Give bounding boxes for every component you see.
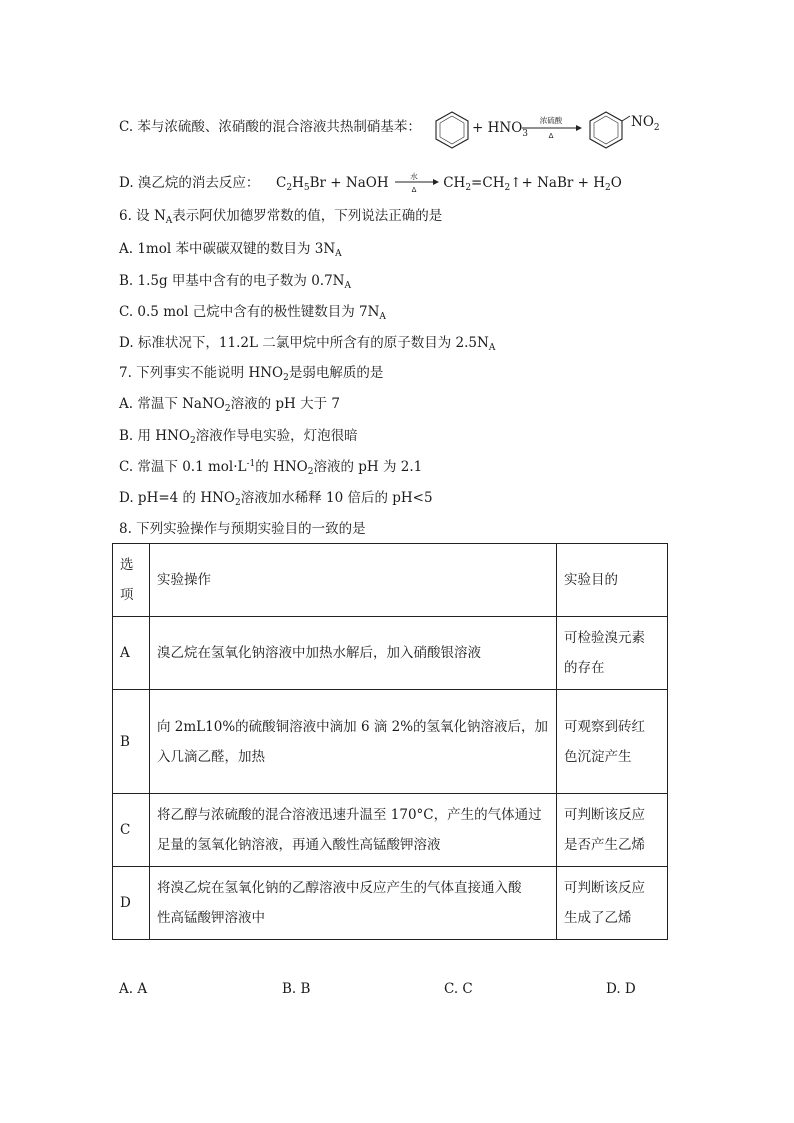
row-option: A xyxy=(113,617,150,690)
row-purpose: 可判断该反应 是否产生乙烯 xyxy=(557,794,668,867)
d-eq-right: $CH_2=CH_2↑+$ NaBr + $H_2O$ xyxy=(443,175,622,193)
row-operation: 向 2mL10%的硫酸铜溶液中滴加 6 滴 2%的氢氧化钠溶液后，加 入几滴乙醛，加热 xyxy=(150,690,557,794)
row-operation: 将乙醇与浓硫酸的混合溶液迅速升温至 170°C，产生的气体通过 足量的氢氧化钠溶液，再通入酸性高锰酸钾溶液 xyxy=(150,794,557,867)
d-eq-left: $C_2H_5Br$ + NaOH xyxy=(276,175,389,193)
experiment-table xyxy=(112,543,668,940)
q7-option-d: D. pH=4 的 $HNO_2$溶液加水稀释 10 倍后的 pH<5 xyxy=(119,490,433,508)
q6-option-c: C. 0.5 mol 己烷中含有的极性键数目为 $7N_A$ xyxy=(119,304,386,322)
row-option: C xyxy=(113,794,150,867)
q5-option-c xyxy=(119,118,421,136)
condition-bottom: Δ xyxy=(548,132,554,140)
elimination-arrow xyxy=(393,171,439,193)
table-header-row xyxy=(113,544,668,617)
q6-option-b: B. 1.5g 甲基中含有的电子数为 $0.7N_A$ xyxy=(119,273,351,291)
q7-option-c: C. 常温下 0.1 $mol\cdot L^{-1}$的 $HNO_2$溶液的 pH 为 2.1 xyxy=(119,459,423,477)
q8-stem: 8. 下列实验操作与预期实验目的一致的是 xyxy=(119,521,366,537)
header-operation: 实验操作 xyxy=(150,544,557,617)
answer-choice-a: A. A xyxy=(119,981,148,997)
table-row xyxy=(113,617,668,690)
header-purpose: 实验目的 xyxy=(557,544,668,617)
row-purpose: 可判断该反应 生成了乙烯 xyxy=(557,867,668,940)
answer-choice-c: C. C xyxy=(444,981,473,997)
nitrobenzene-ring-icon xyxy=(590,112,630,148)
row-operation: 将溴乙烷在氢氧化钠的乙醇溶液中反应产生的气体直接通入酸 性高锰酸钾溶液中 xyxy=(150,867,557,940)
condition-top: 浓硫酸 xyxy=(539,116,563,125)
benzene-ring-icon xyxy=(436,112,468,148)
table-row xyxy=(113,867,668,940)
d-condition-bottom: Δ xyxy=(411,186,417,193)
answer-choice-b: B. B xyxy=(282,981,311,997)
row-purpose: 可观察到砖红 色沉淀产生 xyxy=(557,690,668,794)
q5-option-c-text: C. 苯与浓硫酸、浓硝酸的混合溶液共热制硝基苯： xyxy=(119,119,421,135)
nitro-group: $NO_2$ xyxy=(631,114,660,133)
row-option: D xyxy=(113,867,150,940)
q7-stem: 7. 下列事实不能说明 $HNO_2$是弱电解质的是 xyxy=(119,365,384,383)
answer-choice-d: D. D xyxy=(606,981,636,997)
reagent-text: + $HNO_3$ xyxy=(472,120,528,139)
nitration-equation xyxy=(430,108,675,152)
header-option: 选 项 xyxy=(113,544,150,617)
row-option: B xyxy=(113,690,150,794)
table-row xyxy=(113,690,668,794)
d-condition-top: 水 xyxy=(410,172,418,181)
table-row xyxy=(113,794,668,867)
q7-option-b: B. 用 $HNO_2$溶液作导电实验，灯泡很暗 xyxy=(119,428,358,446)
q5-option-d-text: D. 溴乙烷的消去反应： xyxy=(119,175,260,191)
q5-option-d xyxy=(119,171,622,193)
arrow-head-icon xyxy=(576,125,582,131)
row-operation: 溴乙烷在氢氧化钠溶液中加热水解后，加入硝酸银溶液 xyxy=(150,617,557,690)
q7-option-a: A. 常温下 NaNO$_2$溶液的 pH 大于 7 xyxy=(119,396,340,414)
q6-option-d: D. 标准状况下，11.2L 二氯甲烷中所含有的原子数目为 $2.5N_A$ xyxy=(119,335,496,353)
row-purpose: 可检验溴元素 的存在 xyxy=(557,617,668,690)
q6-stem: 6. 设 $N_A$表示阿伏加德罗常数的值，下列说法正确的是 xyxy=(119,208,443,226)
d-arrow-head-icon xyxy=(433,179,439,185)
q6-option-a: A. 1mol 苯中碳碳双键的数目为 $3N_A$ xyxy=(119,241,342,259)
